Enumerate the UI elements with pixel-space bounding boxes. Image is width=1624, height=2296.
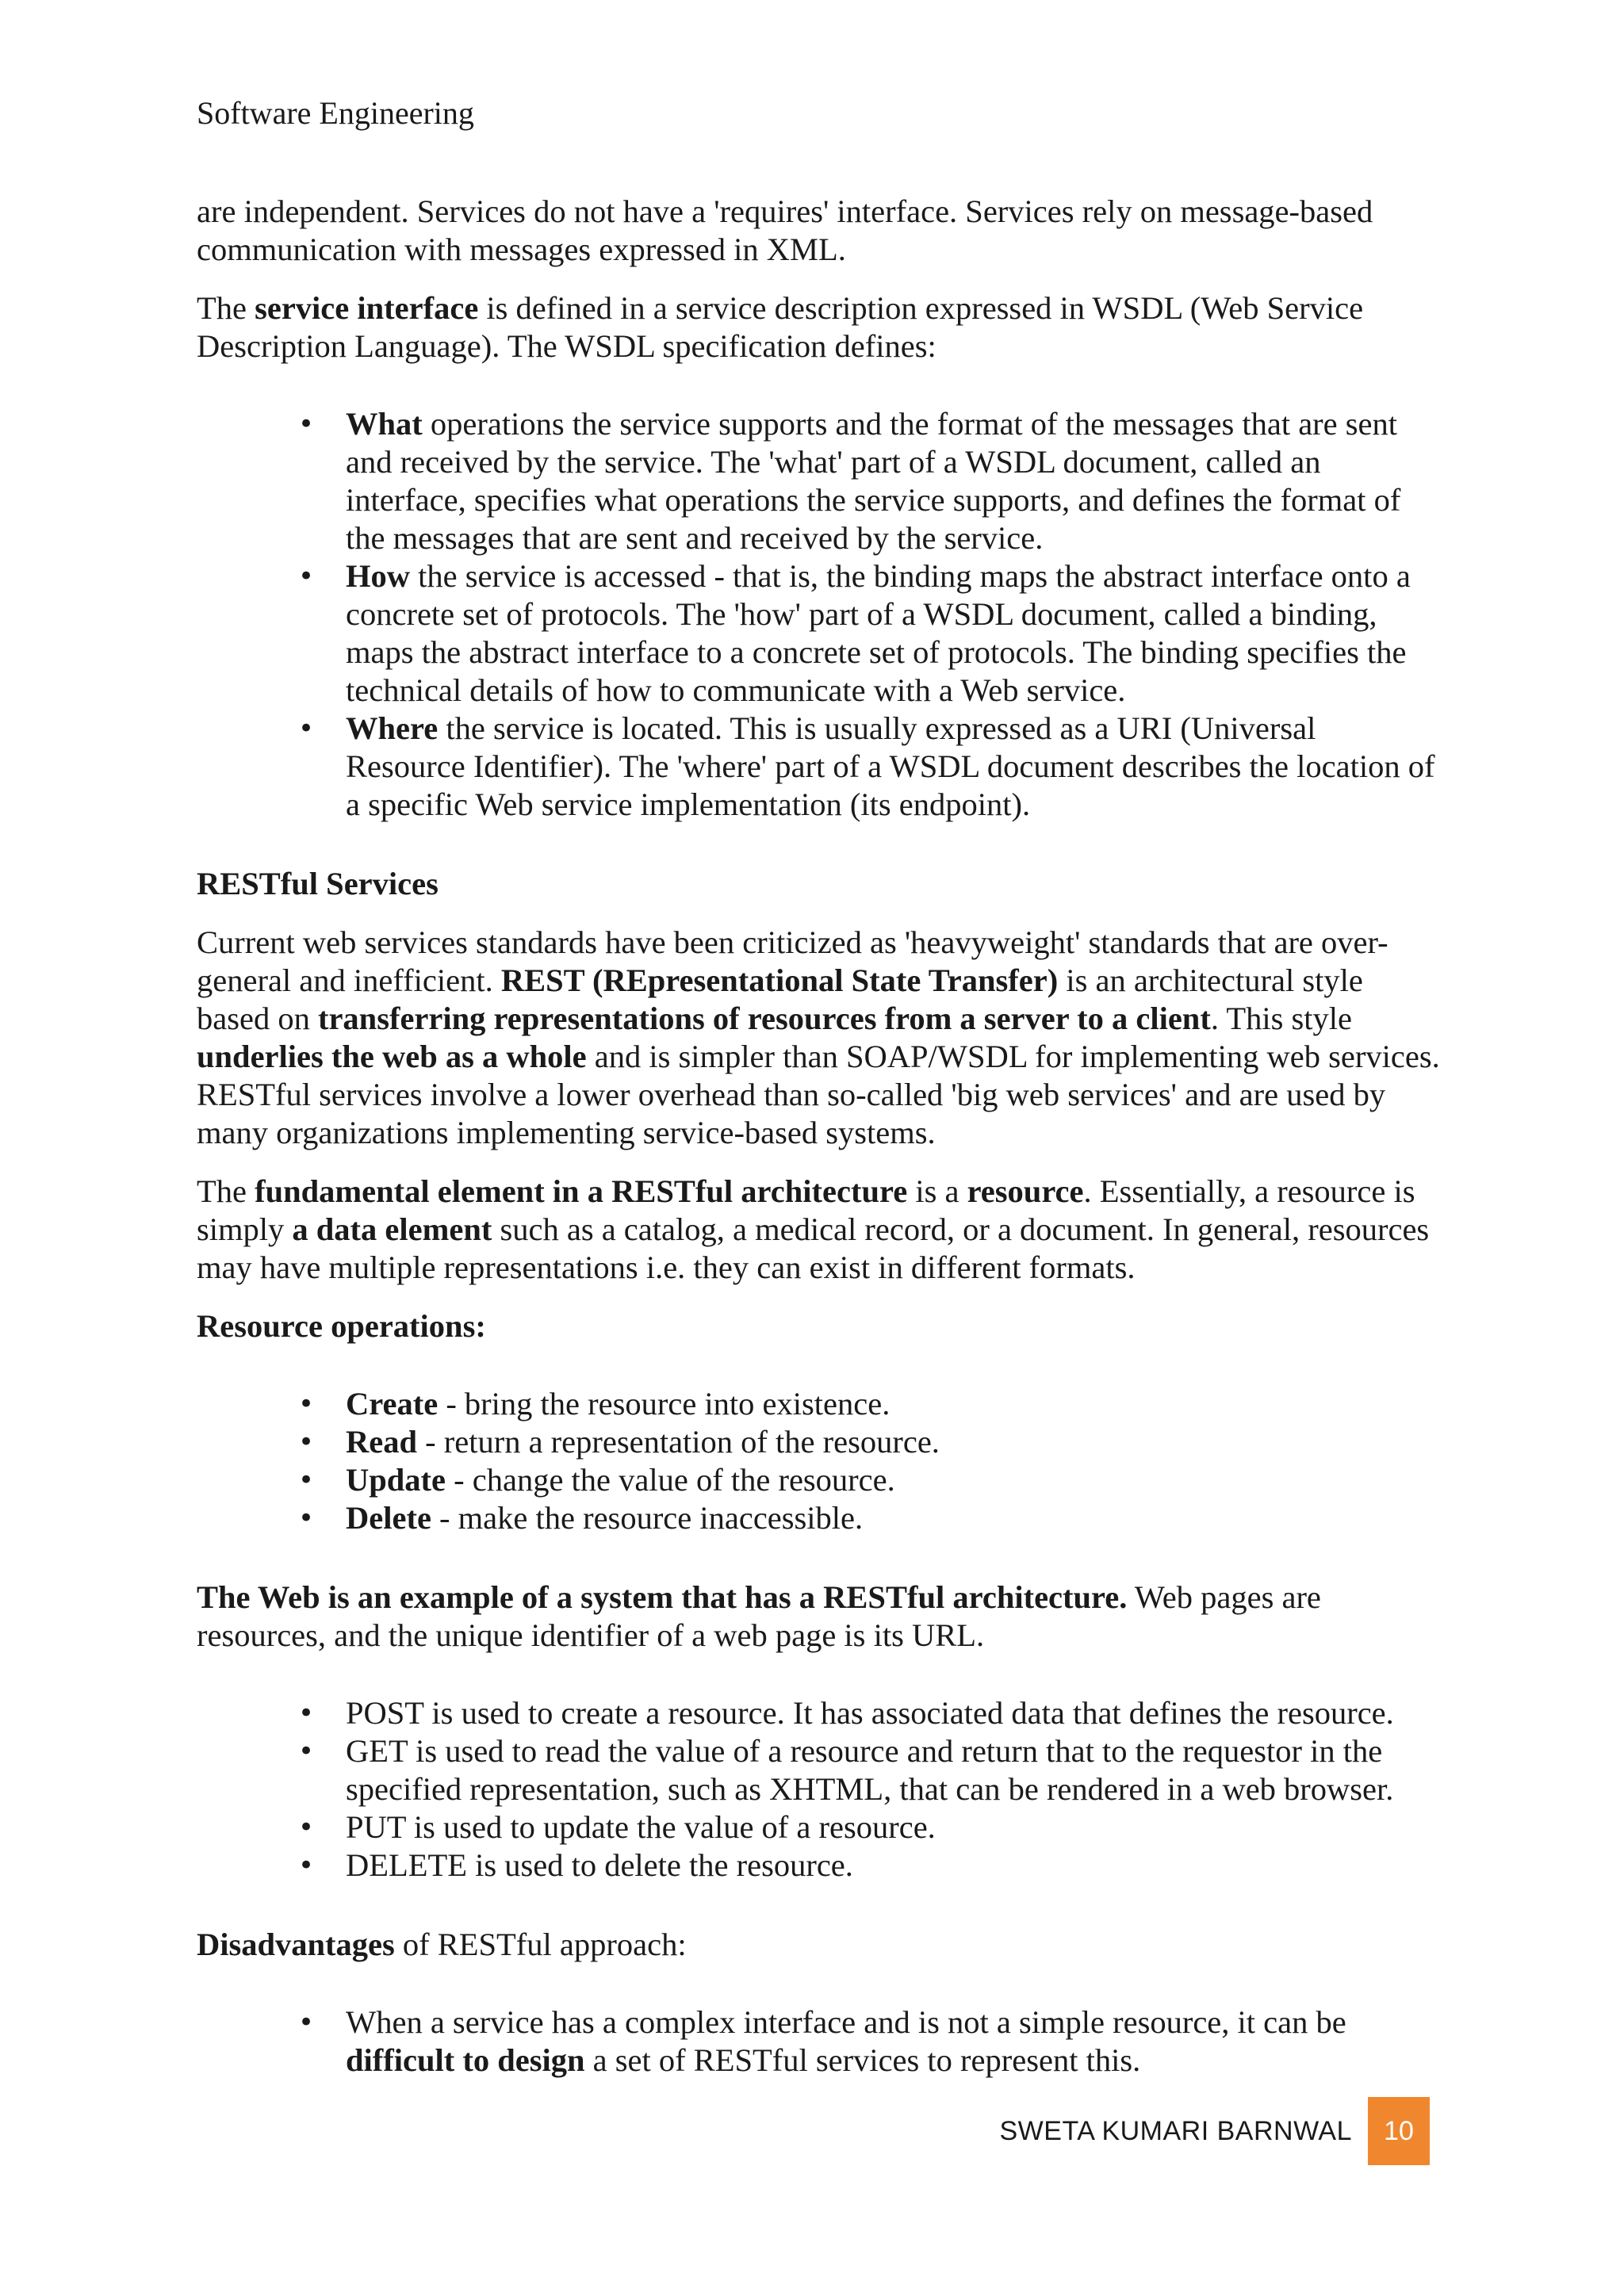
- bold-term: Disadvantages: [197, 1927, 395, 1962]
- intro-paragraph: are independent. Services do not have a 'requires' interface. Services rely on message-based communication with messages expressed in XML.: [197, 193, 1373, 267]
- text-span: POST is used to create a resource. It has associated data that defines the resource.: [346, 1695, 1394, 1731]
- list-item: [298, 405, 1442, 557]
- text-span: of RESTful approach:: [394, 1927, 687, 1962]
- bold-term: resource: [967, 1173, 1084, 1209]
- text-span: - change the value of the resource.: [446, 1462, 895, 1498]
- page-header: Software Engineering: [197, 95, 474, 131]
- text-span: When a service has a complex interface and is not a simple resource, it can be: [346, 2004, 1346, 2040]
- bullet-icon: •: [298, 1426, 315, 1458]
- text-span: PUT is used to update the value of a resource.: [346, 1809, 936, 1845]
- list-item: [298, 710, 1442, 824]
- service-interface-paragraph: [197, 289, 1442, 365]
- bold-term: difficult to design: [346, 2042, 585, 2078]
- bold-term: service interface: [255, 290, 479, 326]
- list-item: [298, 2003, 1442, 2080]
- list-item: [298, 1808, 1442, 1846]
- text-span: The: [197, 290, 255, 326]
- text-span: is a: [907, 1173, 967, 1209]
- list-item: [298, 1499, 1442, 1537]
- bullet-icon: •: [298, 1735, 315, 1767]
- list-item: [298, 1423, 1442, 1461]
- text-span: the service is located. This is usually expressed as a URI (Universal Resource Identifier). The 'where' part of a WSDL document describes the location of a specific Web service implementation (its endpoint).: [346, 710, 1435, 822]
- text-span: - return a representation of the resource.: [417, 1424, 940, 1460]
- text-span: - bring the resource into existence.: [438, 1386, 891, 1422]
- bullet-icon: •: [298, 1502, 315, 1534]
- list-item: [298, 1846, 1442, 1885]
- disadvantages-list: [197, 2003, 1442, 2080]
- bold-term: What: [346, 406, 423, 442]
- resource-operations-list: [197, 1385, 1442, 1537]
- list-item: [298, 1385, 1442, 1423]
- text-span: DELETE is used to delete the resource.: [346, 1847, 853, 1883]
- text-span: and is simpler than SOAP/WSDL for implementing web services. RESTful services involve a lower overhead than so-called 'big web services' and are used by many organizations implementing service-based systems.: [197, 1039, 1440, 1150]
- text-span: such as a catalog, a medical record, or a document. In general, resources may have multiple representations i.e. they can exist in different formats.: [197, 1211, 1430, 1285]
- text-span: operations the service supports and the format of the messages that are sent and received by the service. The 'what' part of a WSDL document, called an interface, specifies what operations the service supports, and defines the format of the messages that are sent and received by the service.: [346, 406, 1401, 556]
- page-number-badge: 10: [1368, 2097, 1430, 2165]
- bold-term: REST (REpresentational State Transfer): [500, 962, 1059, 998]
- bullet-icon: •: [298, 1812, 315, 1843]
- list-item: [298, 1461, 1442, 1499]
- page-footer: [1000, 2097, 1431, 2165]
- list-item: [298, 1732, 1442, 1808]
- text-span: The: [197, 1173, 255, 1209]
- bold-term: Delete: [346, 1500, 431, 1536]
- bold-term: transferring representations of resources from a server to a client: [317, 1001, 1211, 1036]
- text-span: . Essentially, a resource is simply: [197, 1173, 1415, 1247]
- bullet-icon: •: [298, 1388, 315, 1420]
- bullet-icon: •: [298, 561, 315, 592]
- bold-term: Where: [346, 710, 439, 746]
- wsdl-list: [197, 405, 1442, 824]
- text-span: Web pages are resources, and the unique identifier of a web page is its URL.: [197, 1579, 1321, 1653]
- footer-author: SWETA KUMARI BARNWAL: [999, 2115, 1352, 2146]
- restful-paragraph: [197, 924, 1442, 1152]
- text-span: . This style: [1210, 1001, 1352, 1036]
- text-span: - make the resource inaccessible.: [431, 1500, 864, 1536]
- bold-term: The Web is an example of a system that has a RESTful architecture.: [197, 1579, 1128, 1615]
- http-methods-list: [197, 1694, 1442, 1885]
- bold-term: fundamental element in a RESTful architecture: [255, 1173, 908, 1209]
- bold-term: How: [346, 558, 410, 594]
- section-heading-restful: RESTful Services: [197, 866, 439, 901]
- text-span: GET is used to read the value of a resource and return that to the requestor in the specified representation, such as XHTML, that can be rendered in a web browser.: [346, 1733, 1394, 1807]
- bold-term: Update: [346, 1462, 446, 1498]
- text-span: Current web services standards have been criticized as 'heavyweight' standards that are over-general and inefficient.: [197, 924, 1388, 998]
- bullet-icon: •: [298, 1697, 315, 1729]
- section-heading-resource-operations: Resource operations:: [197, 1308, 486, 1344]
- text-span: the service is accessed - that is, the binding maps the abstract interface onto a concrete set of protocols. The 'how' part of a WSDL document, called a binding, maps the abstract interface to a concrete set of protocols. The binding specifies the technical details of how to communicate with a Web service.: [346, 558, 1411, 708]
- bold-term: Read: [346, 1424, 417, 1460]
- list-item: [298, 1694, 1442, 1732]
- bold-term: underlies the web as a whole: [197, 1039, 587, 1074]
- bold-term: Create: [346, 1386, 439, 1422]
- web-example-paragraph: [197, 1578, 1442, 1655]
- document-body: [197, 193, 1442, 2080]
- resource-paragraph: [197, 1173, 1442, 1287]
- list-item: [298, 557, 1442, 710]
- bold-term: a data element: [292, 1211, 492, 1247]
- bullet-icon: •: [298, 1464, 315, 1496]
- bullet-icon: •: [298, 408, 315, 440]
- disadvantages-heading: [197, 1926, 1442, 1964]
- bullet-icon: •: [298, 2007, 315, 2038]
- bullet-icon: •: [298, 1850, 315, 1881]
- bullet-icon: •: [298, 713, 315, 744]
- text-span: is defined in a service description expressed in WSDL (Web Service Description Language). The WSDL specification defines:: [197, 290, 1364, 364]
- text-span: a set of RESTful services to represent this.: [584, 2042, 1141, 2078]
- text-span: is an architectural style based on: [197, 962, 1363, 1036]
